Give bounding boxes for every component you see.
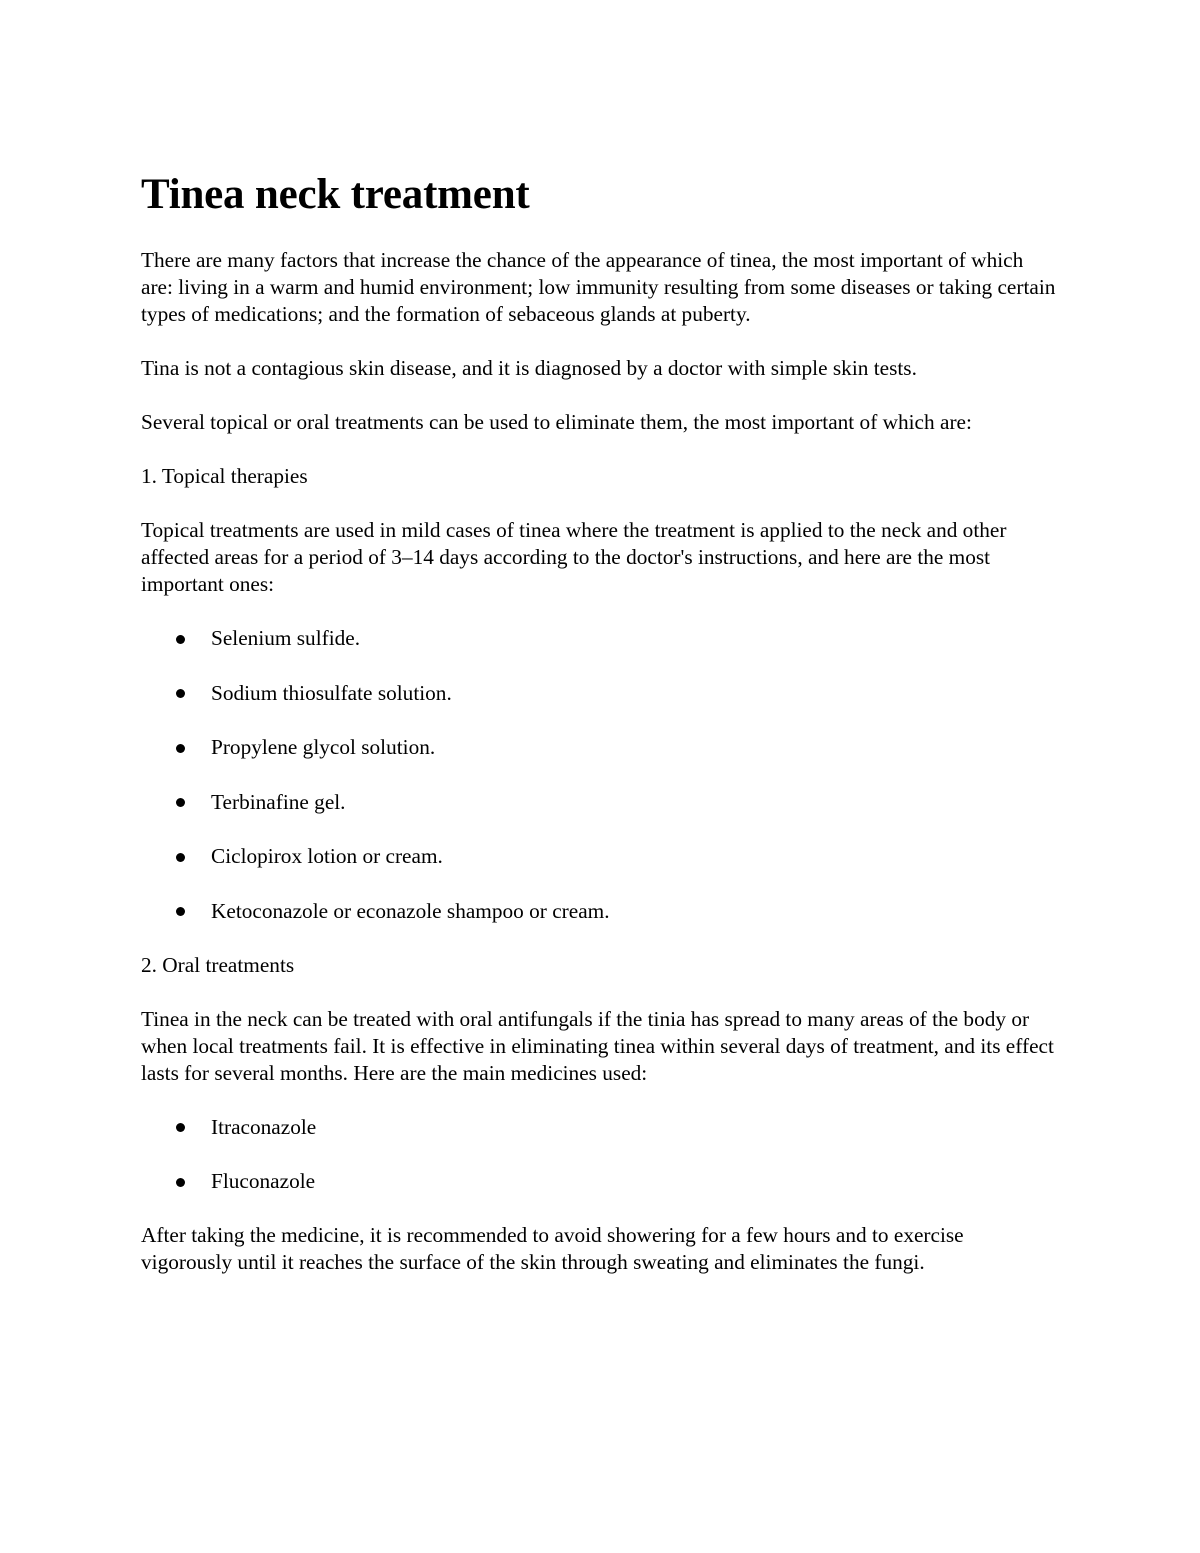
list-item [141, 1168, 1059, 1195]
list-item-text: Selenium sulfide. [211, 626, 361, 650]
bullet-icon [176, 1123, 185, 1132]
topical-treatment-list [141, 625, 1059, 925]
list-item [141, 789, 1059, 816]
closing-paragraph: After taking the medicine, it is recommended to avoid showering for a few hours and to exercise vigorously until it reaches the surface of the skin through sweating and eliminates the fungi. [141, 1223, 964, 1274]
section-heading-oral: 2. Oral treatments [141, 952, 295, 977]
list-item [141, 843, 1059, 870]
intro-paragraph-1: There are many factors that increase the chance of the appearance of tinea, the most important of which are: living in a warm and humid environment; low immunity resulting from some diseases or taking certain types of medications; and the formation of sebaceous glands at puberty. [141, 248, 1056, 326]
list-item-text: Propylene glycol solution. [211, 735, 436, 759]
oral-treatment-list [141, 1114, 1059, 1196]
bullet-icon [176, 1178, 185, 1187]
list-item-text: Ketoconazole or econazole shampoo or cream. [211, 898, 610, 923]
bullet-icon [176, 798, 185, 807]
bullet-icon [176, 689, 185, 698]
document-body [141, 165, 1059, 1303]
list-item-text: Terbinafine gel. [211, 789, 346, 814]
list-item-text: Sodium thiosulfate solution. [211, 680, 452, 705]
bullet-icon [176, 744, 185, 753]
document-title: Tinea neck treatment [141, 171, 530, 218]
section-paragraph-topical: Topical treatments are used in mild cases of tinea where the treatment is applied to the neck and other affected areas for a period of 3–14 days according to the doctor's instructions, and here are the most important ones: [141, 518, 1007, 596]
list-item [141, 734, 1059, 761]
bullet-icon [176, 907, 185, 916]
section-paragraph-oral: Tinea in the neck can be treated with oral antifungals if the tinia has spread to many areas of the body or when local treatments fail. It is effective in eliminating tinea within several days of treatment, and its effect lasts for several months. Here are the main medicines used: [141, 1006, 1054, 1085]
list-item-text: Ciclopirox lotion or cream. [211, 844, 443, 868]
intro-paragraph-3: Several topical or oral treatments can be used to eliminate them, the most important of which are: [141, 410, 972, 434]
list-item [141, 1114, 1059, 1141]
list-item-text: Fluconazole [211, 1169, 316, 1193]
bullet-icon [176, 635, 185, 644]
bullet-icon [176, 853, 185, 862]
list-item-text: Itraconazole [211, 1114, 317, 1139]
section-heading-topical: 1. Topical therapies [141, 464, 308, 488]
list-item [141, 680, 1059, 707]
intro-paragraph-2: Tina is not a contagious skin disease, and it is diagnosed by a doctor with simple skin tests. [141, 356, 917, 380]
list-item [141, 625, 1059, 652]
list-item [141, 898, 1059, 925]
